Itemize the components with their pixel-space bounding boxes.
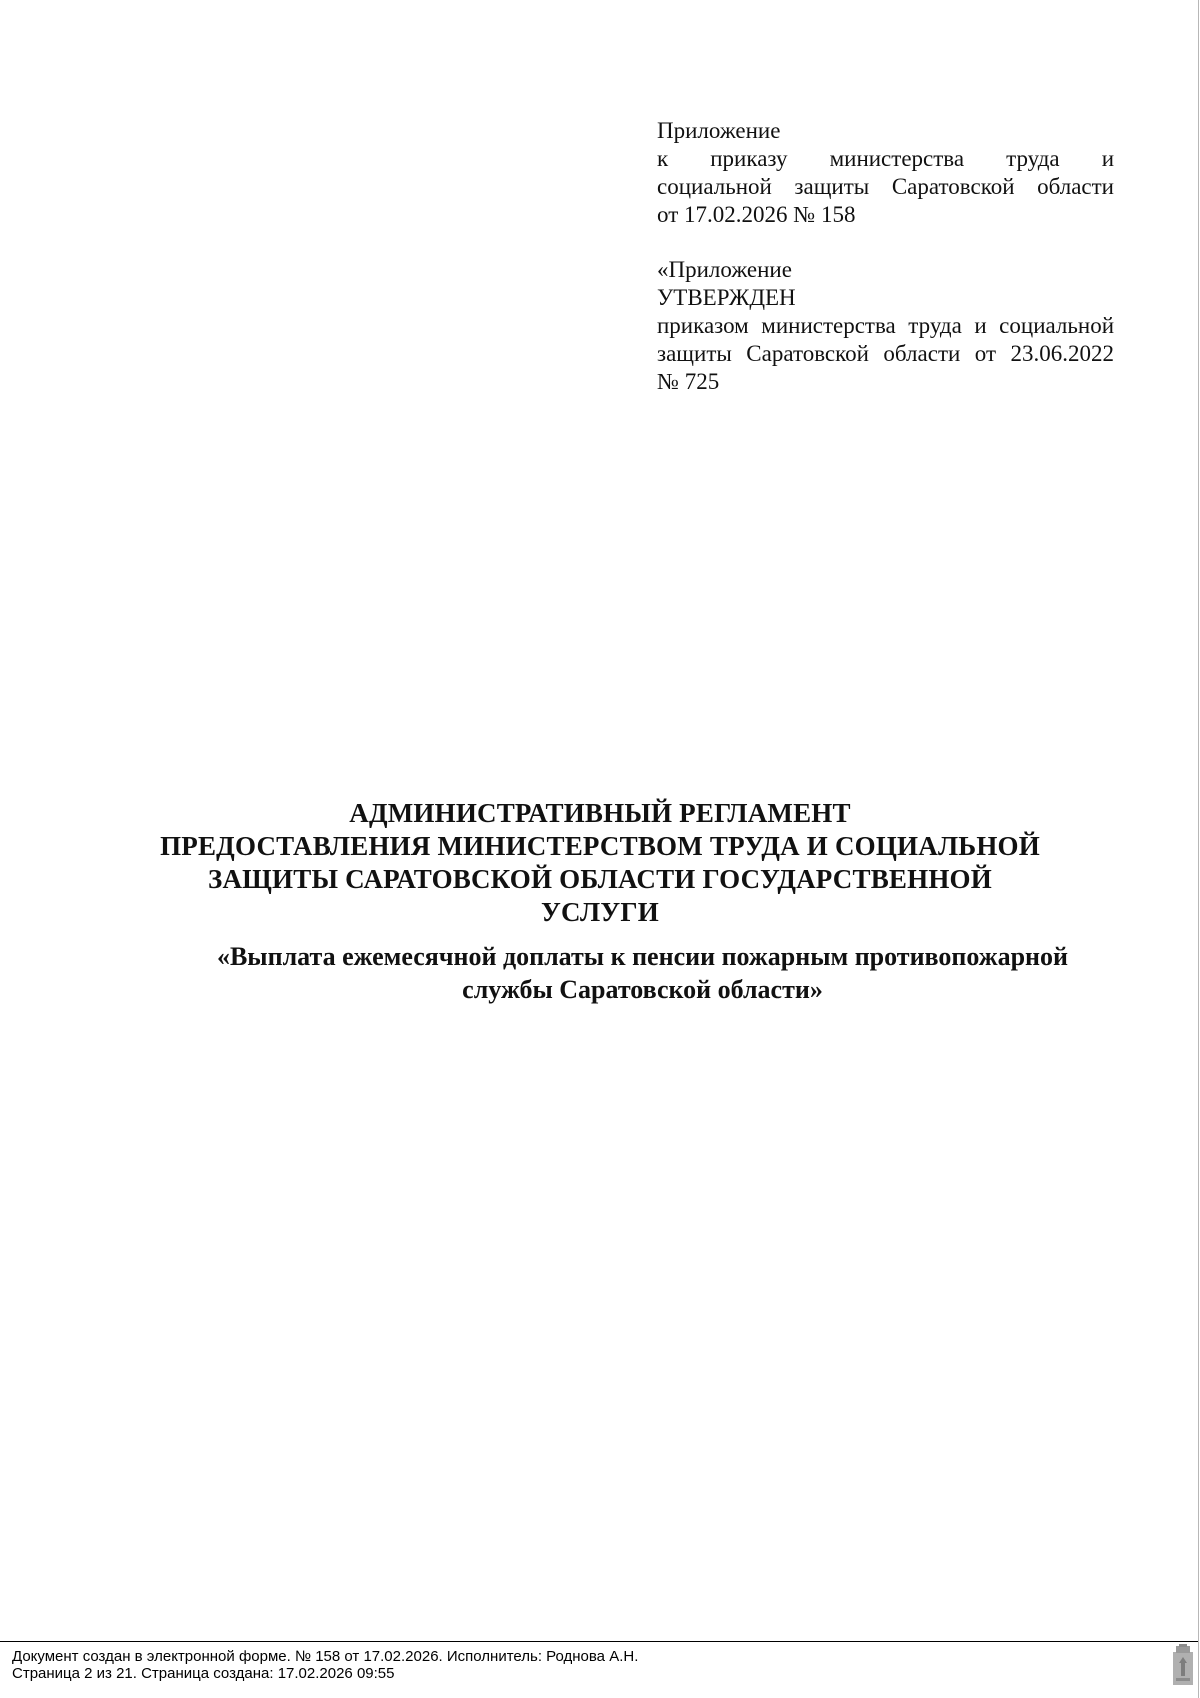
approval-ministry-date: защиты Саратовской области от 23.06.2022 [657,341,1114,366]
document-title [150,797,1050,929]
title-line: ПРЕДОСТАВЛЕНИЯ МИНИСТЕРСТВОМ ТРУДА И СОЦИАЛЬНОЙ [160,831,1040,861]
appendix-ministry: социальной защиты Саратовской области [657,174,1114,199]
approval-block [657,256,1114,396]
title-line: АДМИНИСТРАТИВНЫЙ РЕГЛАМЕНТ [349,798,851,828]
approval-status: УТВЕРЖДЕН [657,285,796,310]
approval-appendix-label: «Приложение [657,257,792,282]
approval-order-text: приказом министерства труда и социальной [657,313,1114,338]
footer-page-info: Страница 2 из 21. Страница создана: 17.02.2026 09:55 [12,1665,395,1682]
appendix-order-ref: к приказу министерства труда и [657,146,1114,171]
approval-number: № 725 [657,369,720,394]
title-line: ЗАЩИТЫ САРАТОВСКОЙ ОБЛАСТИ ГОСУДАРСТВЕННОЙ [208,864,992,894]
page-edge-divider [1198,0,1199,1698]
appendix-date-number: от 17.02.2026 № 158 [657,202,856,227]
service-name-line: «Выплата ежемесячной доплаты к пенсии пожарным противопожарной [216,942,1069,971]
footer-stamp [12,1648,638,1682]
service-name [150,940,1135,1006]
appendix-block [657,117,1114,229]
service-name-line: службы Саратовской области» [462,975,823,1004]
title-line: УСЛУГИ [541,897,659,927]
coat-of-arms-icon [1172,1644,1194,1686]
appendix-label: Приложение [657,118,781,143]
footer-document-info: Документ создан в электронной форме. № 158 от 17.02.2026. Исполнитель: Роднова А.Н. [12,1648,639,1665]
footer-divider [0,1641,1198,1642]
